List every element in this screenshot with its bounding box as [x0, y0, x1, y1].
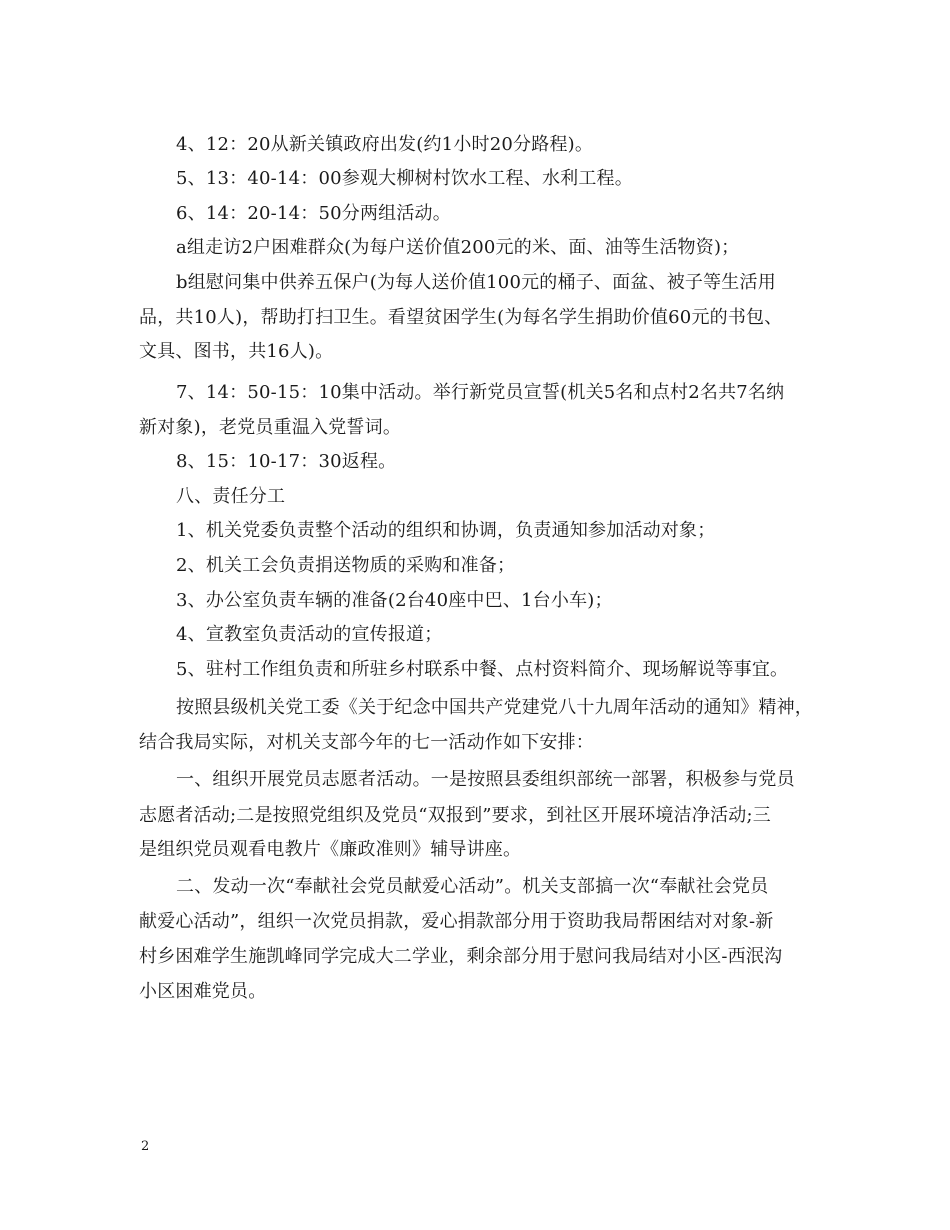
text-line: 5、13：40-14：00参观大柳树村饮水工程、水利工程。 [176, 168, 633, 189]
text-line: 文具、图书，共16人)。 [139, 341, 334, 362]
text-line: 按照县级机关党工委《关于纪念中国共产党建党八十九周年活动的通知》精神， [176, 697, 813, 718]
text-line: 2、机关工会负责捐送物质的采购和准备； [176, 555, 516, 576]
text-line: 8、15：10-17：30返程。 [176, 451, 397, 472]
text-line: 3、办公室负责车辆的准备(2台40座中巴、1台小车)； [176, 590, 613, 611]
text-line: 结合我局实际，对机关支部今年的七一活动作如下安排： [139, 732, 594, 753]
text-line: 村乡困难学生施凯峰同学完成大二学业，剩余部分用于慰问我局结对小区-西泯沟 [139, 946, 783, 967]
text-line: 品，共10人)，帮助打扫卫生。看望贫困学生(为每名学生捐助价值60元的书包、 [139, 307, 783, 328]
text-line: 新对象)，老党员重温入党誓词。 [139, 417, 402, 438]
text-line: 4、宣教室负责活动的宣传报道； [176, 624, 443, 645]
text-line: 6、14：20-14：50分两组活动。 [176, 203, 451, 224]
text-line: 志愿者活动;二是按照党组织及党员“双报到”要求，到社区开展环境洁净活动;三 [139, 805, 771, 826]
text-line: 1、机关党委负责整个活动的组织和协调，负责通知参加活动对象； [176, 520, 716, 541]
text-line: 5、驻村工作组负责和所驻乡村联系中餐、点村资料简介、现场解说等事宜。 [176, 659, 789, 680]
page-number: 2 [141, 1139, 150, 1154]
text-line: 献爱心活动”，组织一次党员捐款，爱心捐款部分用于资助我局帮困结对对象-新 [139, 911, 774, 932]
text-line: 二、发动一次“奉献社会党员献爱心活动”。机关支部搞一次“奉献社会党员 [176, 876, 769, 897]
text-line: a组走访2户困难群众(为每户送价值200元的米、面、油等生活物资)； [176, 237, 740, 258]
text-line: 是组织党员观看电教片《廉政准则》辅导讲座。 [139, 839, 522, 860]
text-line: 4、12：20从新关镇政府出发(约1小时20分路程)。 [176, 134, 594, 155]
text-line: 7、14：50-15：10集中活动。举行新党员宣誓(机关5名和点村2名共7名纳 [176, 382, 785, 403]
text-line: 一、组织开展党员志愿者活动。一是按照县委组织部统一部署，积极参与党员 [176, 769, 795, 790]
text-line: b组慰问集中供养五保户(为每人送价值100元的桶子、面盆、被子等生活用 [176, 272, 776, 293]
section-heading: 八、责任分工 [176, 486, 286, 507]
text-line: 小区困难党员。 [139, 981, 267, 1002]
